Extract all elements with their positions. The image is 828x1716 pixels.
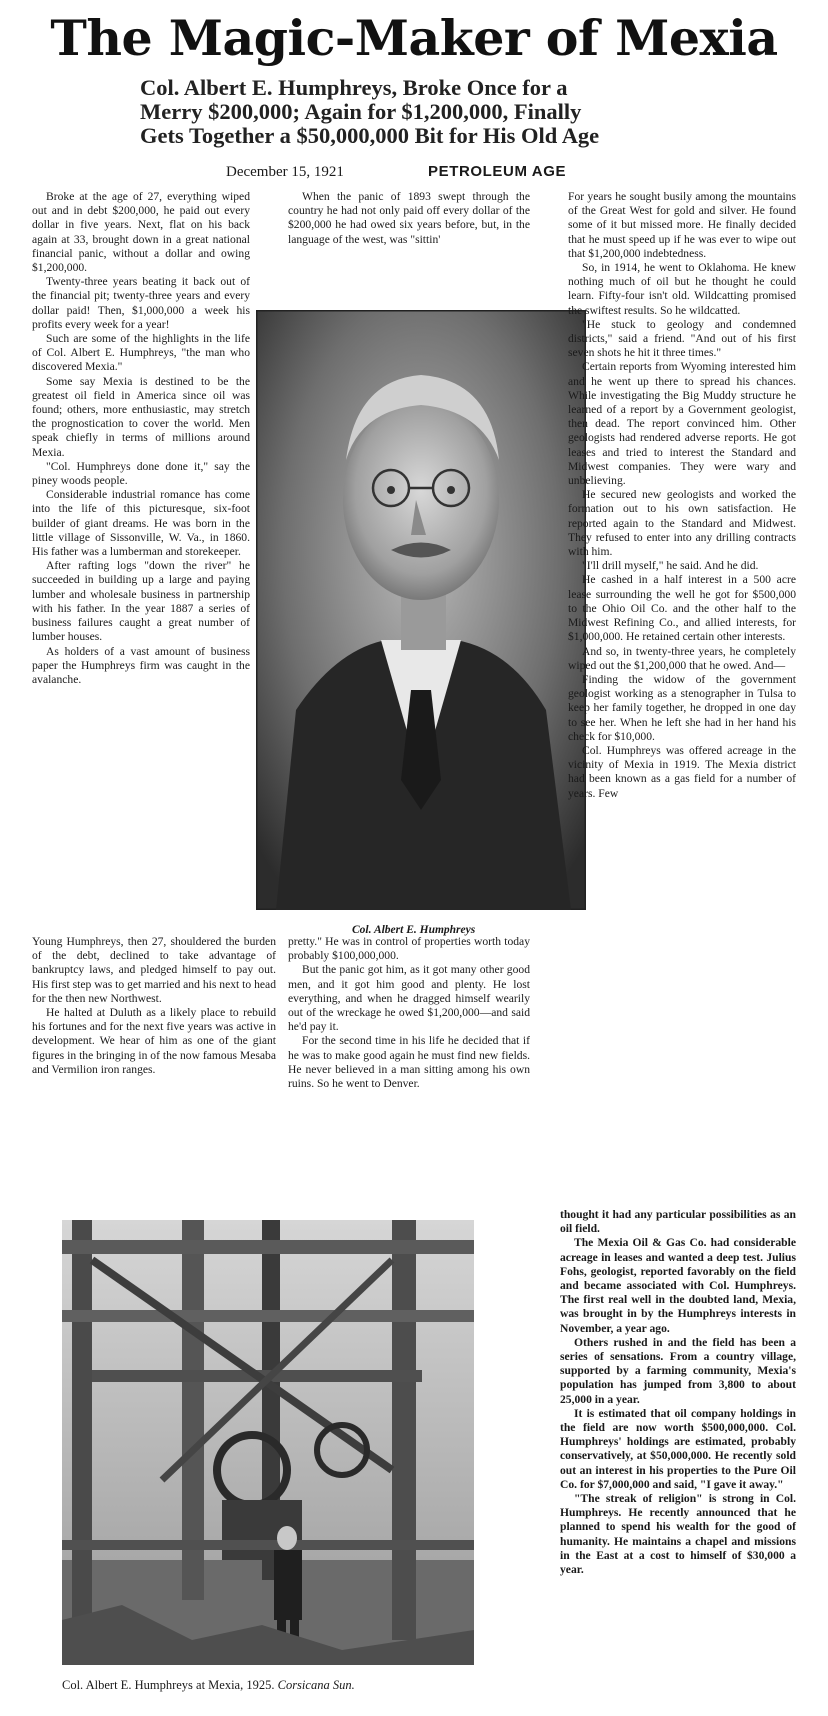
subheadline bbox=[140, 76, 760, 148]
paragraph: It is estimated that oil company holdings in the field are now worth $500,000,000. Col. Humphreys' holdings are estimated, probably conservatively, at $50,000,000. He recently sold out an interest in his properties to the Pure Oil Co. for $7,000,000 and said, "I gave it away." bbox=[560, 1406, 796, 1491]
paragraph: He halted at Duluth as a likely place to rebuild his fortunes and for the next five years was active in development. We hear of him as one of the giant figures in the bringing in of the now famous Mesaba and Vermilion iron ranges. bbox=[32, 1006, 276, 1076]
paragraph: thought it had any particular possibilities as an oil field. bbox=[560, 1208, 796, 1236]
caption-text: Col. Albert E. Humphreys at Mexia, 1925. bbox=[62, 1678, 275, 1692]
portrait-photo-icon bbox=[256, 310, 586, 910]
portrait-photo bbox=[256, 310, 586, 910]
paragraph: As holders of a vast amount of business paper the Humphreys firm was caught in the avalanche. bbox=[32, 644, 250, 686]
paragraph: Others rushed in and the field has been a series of sensations. From a country village, supported by a farming community, Mexia's population has jumped from 3,800 to about 25,000 in a year. bbox=[560, 1335, 796, 1406]
paragraph: Twenty-three years beating it back out of the financial pit; twenty-three years and every dollar paid! Then, $1,000,000 a week his profits every week for a year! bbox=[32, 275, 250, 331]
paragraph: pretty." He was in control of properties worth today probably $100,000,000. bbox=[288, 935, 530, 963]
portrait-caption: Col. Albert E. Humphreys bbox=[352, 924, 476, 936]
paragraph: The Mexia Oil & Gas Co. had considerable acreage in leases and wanted a deep test. Julius Fohs, geologist, reported favorably on the field and became associated with Col. Humphreys. The first real well in the doubted land, Mexia, was brought in by the Humphreys interests in November, a year ago. bbox=[560, 1236, 796, 1335]
paragraph: He cashed in a half interest in a 500 acre lease surrounding the well he got for $500,000 to the Ohio Oil Co. and the other half to the Midwest Refining Co., and allied interests, for $1,000,000. He retained certain other interests. bbox=[568, 573, 796, 644]
subheadline-line: Gets Together a $50,000,000 Bit for His Old Age bbox=[140, 123, 600, 148]
paragraph: When the panic of 1893 swept through the country he had not only paid off every dollar of the $200,000 he had owed six years before, but, in the language of the west, was "sittin' bbox=[288, 190, 530, 246]
paragraph: So, in 1914, he went to Oklahoma. He knew nothing much of oil but he thought he could learn. Fifty-four isn't old. Wildcatting promised the swiftest results. So he wildcatted. bbox=[568, 261, 796, 317]
column-2-bottom bbox=[288, 935, 530, 1091]
paragraph: "I'll drill myself," he said. And he did. bbox=[582, 559, 759, 573]
paragraph: But the panic got him, as it got many other good men, and it got him good and plenty. He lost everything, and when he dragged himself wearily out of the wreckage he owed $1,200,000—and said he'd pay it. bbox=[288, 963, 530, 1034]
column-1-bottom bbox=[32, 935, 276, 1077]
paragraph: For the second time in his life he decided that if he was to make good again he must find new fields. He never believed in a man sitting among his own ruins. So he went to Denver. bbox=[288, 1034, 530, 1091]
paragraph: Certain reports from Wyoming interested him and he went up there to spread his chances. While investigating the Big Muddy structure he learned of a report by a Government geologist, then dead. The report convinced him. Other geologists had rendered adverse reports. He got leases and tried to interest the Standard and Midwest companies. They were wary and unbelieving. bbox=[568, 360, 796, 488]
caption-source: Corsicana Sun. bbox=[277, 1678, 355, 1692]
paragraph: Considerable industrial romance has come into the life of this picturesque, six-foot builder of giant dreams. He was born in the little village of Sissonville, W. Va., in 1860. His father was a lumberman and storekeeper. bbox=[32, 488, 250, 559]
date: December 15, 1921 bbox=[226, 164, 344, 180]
column-3-bottom bbox=[560, 1208, 796, 1577]
headline: The Magic-Maker of Mexia bbox=[50, 9, 778, 67]
paragraph: After rafting logs "down the river" he succeeded in building up a large and paying lumber and wholesale business in partnership with his father. In the year 1887 a series of business failures caught a great number of lumber houses. bbox=[32, 559, 250, 644]
subheadline-line: Col. Albert E. Humphreys, Broke Once for a bbox=[140, 75, 568, 100]
paragraph: Col. Humphreys was offered acreage in the vicinity of Mexia in 1919. The Mexia district had been known as a gas field for a number of years. Few bbox=[568, 743, 796, 800]
column-2 bbox=[288, 190, 530, 247]
paragraph: For years he sought busily among the mountains of the Great West for gold and silver. He found some of it but missed more. He finally decided that he must speed up if he was ever to wipe out that $1,200,000 indebtedness. bbox=[568, 190, 796, 260]
subheadline-line: Merry $200,000; Again for $1,200,000, Finally bbox=[140, 99, 582, 124]
paragraph: Such are some of the highlights in the life of Col. Albert E. Humphreys, "the man who discovered Mexia." bbox=[32, 332, 250, 374]
paragraph: He secured new geologists and worked the formation out to his own satisfaction. He reported again to the Standard and Midwest. They refused to enter into any drilling contracts with him. bbox=[568, 488, 796, 559]
paragraph: Broke at the age of 27, everything wiped out and in debt $200,000, he paid out every dollar in five years. Next, flat on his back again at 33, brought down in a great national financial panic, without a dollar and owing $1,200,000. bbox=[32, 190, 250, 275]
oil-derrick-photo-icon bbox=[62, 1220, 474, 1665]
publication-name: PETROLEUM AGE bbox=[428, 163, 567, 180]
paragraph: Young Humphreys, then 27, shouldered the burden of the debt, declined to take advantage of bankruptcy laws, and pledged himself to pay out. His first step was to get married and his next to head for the then new Northwest. bbox=[32, 935, 276, 1005]
field-photo bbox=[62, 1220, 474, 1665]
column-1 bbox=[32, 190, 250, 687]
paragraph: "The streak of religion" is strong in Col. Humphreys. He recently announced that he planned to spend his wealth for the good of humanity. He maintains a chapel and missions in the East at a cost to himself of $30,000 a year. bbox=[560, 1492, 796, 1577]
paragraph: Some say Mexia is destined to be the greatest oil field in America since oil was found; others, more enthusiastic, may stretch the prognostication to cover the world. Men speak chiefly in terms of millions around Mexia. bbox=[32, 374, 250, 459]
column-3 bbox=[568, 190, 796, 801]
paragraph: Finding the widow of the government geologist working as a stenographer in Tulsa to keep her family together, he dropped in one day to see her. When he left she had in her hand his check for $10,000. bbox=[568, 672, 796, 743]
field-photo-caption bbox=[62, 1678, 355, 1693]
paragraph: "He stuck to geology and condemned districts," said a friend. "And out of his first seven shots he hit it three times." bbox=[568, 317, 796, 360]
paragraph: "Col. Humphreys done done it," say the piney woods people. bbox=[32, 459, 250, 488]
paragraph: And so, in twenty-three years, he completely wiped out the $1,200,000 that he owed. And— bbox=[568, 644, 796, 672]
